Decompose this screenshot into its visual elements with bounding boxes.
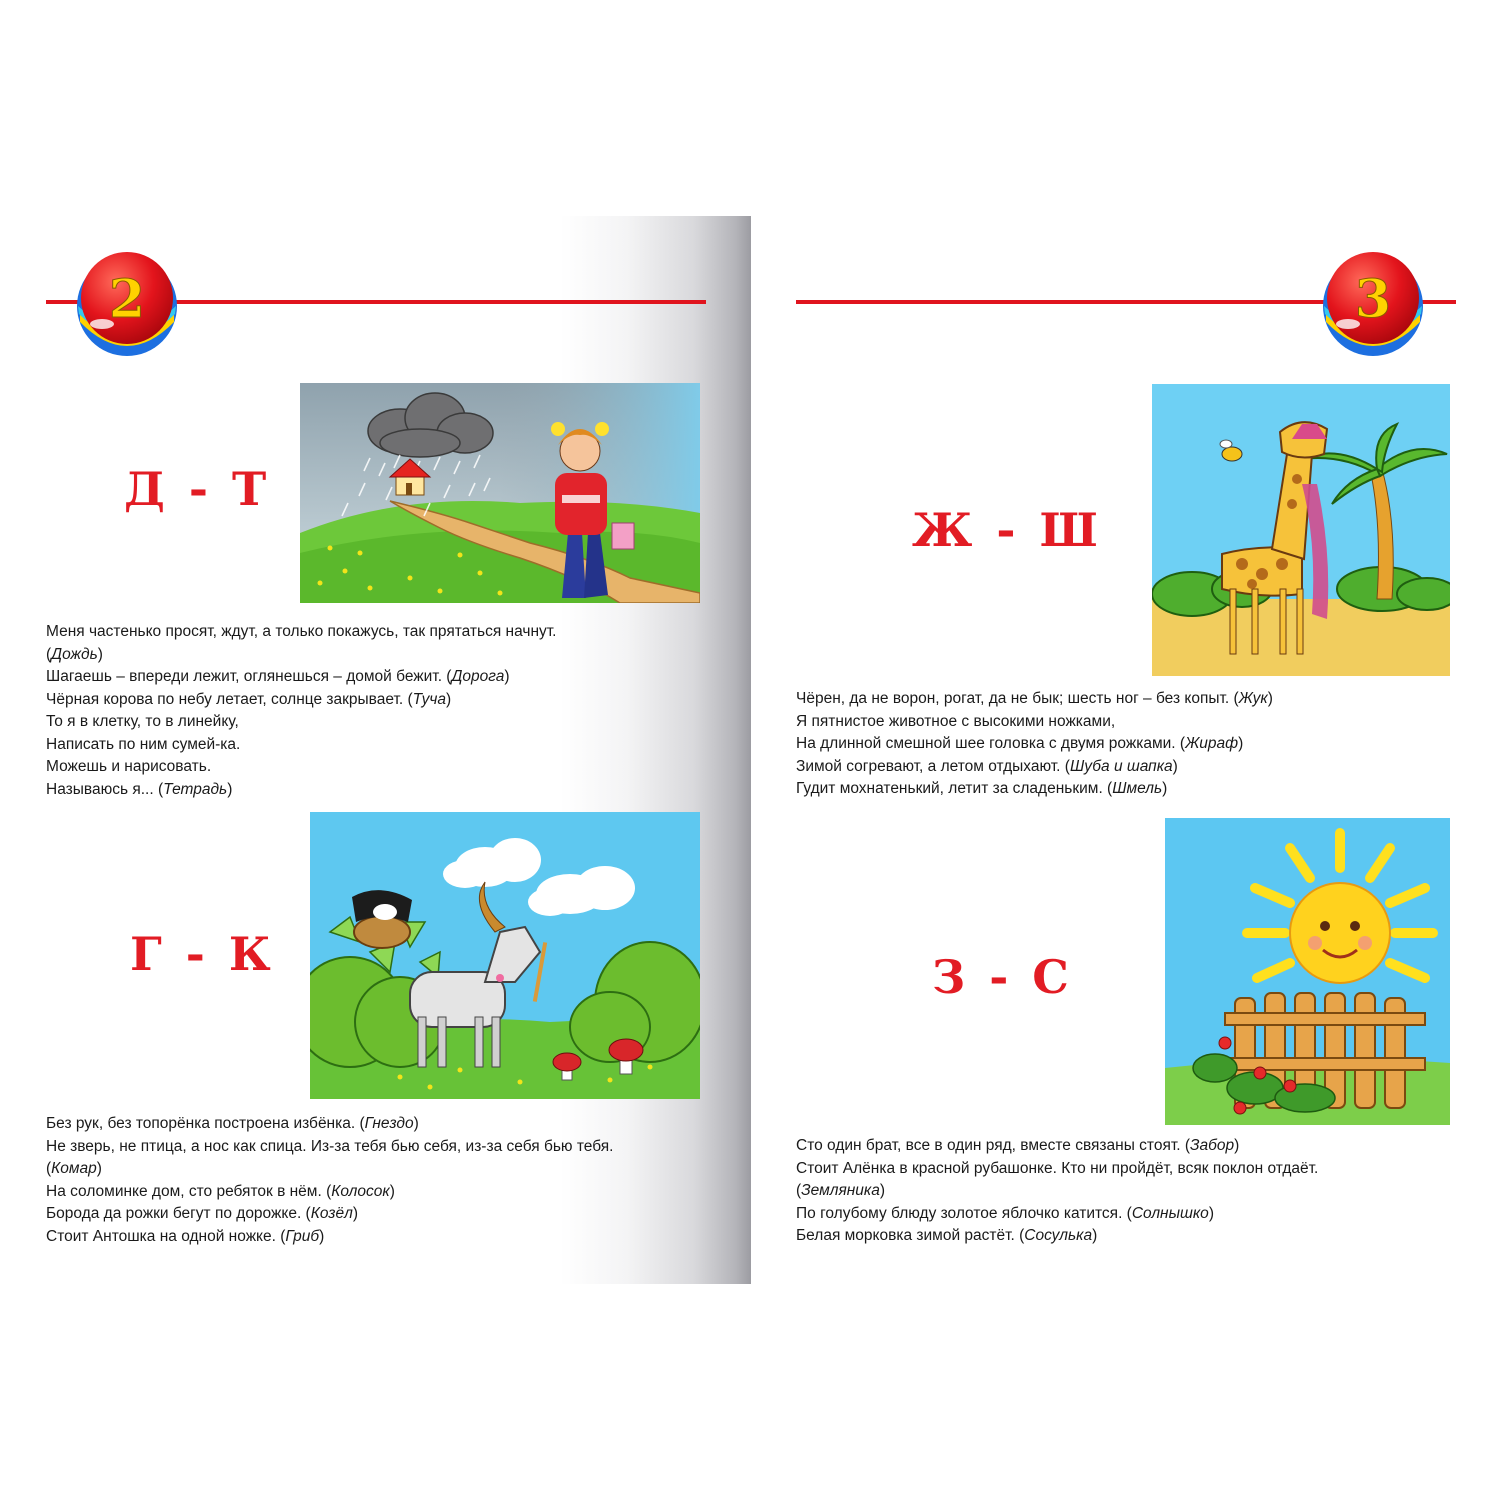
riddle-answer: Жук (1238, 690, 1268, 707)
page-number-badge-left (72, 248, 182, 358)
riddle-line: Сто один брат, все в один ряд, вместе связаны стоят. (Забор) (796, 1137, 1240, 1154)
riddle-answer: Козёл (310, 1205, 353, 1222)
ball-icon (1318, 248, 1428, 358)
sound-pair-title: З - С (932, 950, 1073, 1004)
riddle-answer: Солнышко (1131, 1204, 1209, 1222)
riddle-line: На длинной смешной шее головка с двумя рожками. (Жираф) (796, 735, 1244, 752)
riddle-line: Без рук, без топорёнка построена избёнка. (Гнездо) (46, 1115, 419, 1132)
riddle-answer: Гриб (285, 1227, 320, 1245)
riddle-answer: Жираф (1185, 735, 1239, 752)
riddle-line: Называюсь я... (Тетрадь) (46, 780, 233, 798)
picture-giraffe (1152, 384, 1450, 676)
riddle-line: Меня частенько просят, ждут, а только покажусь, так прятаться начнут. (46, 623, 557, 640)
riddle-line: По голубому блюду золотое яблочко катится. (Солнышко) (796, 1204, 1214, 1222)
riddle-line: Шагаешь – впереди лежит, оглянешься – домой бежит. (Дорога) (46, 668, 510, 685)
picture-sun-fence (1165, 818, 1450, 1125)
page-number-badge-right (1318, 248, 1428, 358)
riddle-line: (Земляника) (796, 1182, 886, 1199)
riddle-line: Чёрен, да не ворон, рогат, да не бык; шесть ног – без копыт. (Жук) (796, 690, 1273, 707)
sun-face-icon (1290, 883, 1390, 983)
riddles-list (796, 688, 1273, 801)
sound-pair-title: Д - Т (124, 462, 271, 516)
riddle-line: Написать по ним сумей-ка. (46, 735, 241, 753)
riddle-line: Я пятнистое животное с высокими ножками, (796, 712, 1116, 730)
riddle-answer: Забор (1190, 1137, 1235, 1154)
riddle-line: (Дождь) (46, 645, 103, 663)
sound-pair-title: Г - К (130, 927, 275, 981)
riddle-line: Стоит Антошка на одной ножке. (Гриб) (46, 1227, 325, 1245)
riddle-answer: Дорога (451, 668, 505, 685)
riddle-line: Не зверь, не птица, а нос как спица. Из-за тебя бью себя, из-за себя бью тебя. (46, 1137, 614, 1155)
riddle-line: Белая морковка зимой растёт. (Сосулька) (796, 1227, 1098, 1244)
riddle-answer: Туча (412, 690, 446, 708)
ball-icon (72, 248, 182, 358)
riddle-answer: Колосок (331, 1182, 390, 1200)
sound-pair-title: Ж - Ш (912, 503, 1102, 557)
riddle-line: Гудит мохнатенький, летит за сладеньким. (Шмель) (796, 780, 1168, 797)
riddle-line: То я в клетку, то в линейку, (46, 713, 239, 730)
picture-goat-nest (310, 812, 700, 1099)
riddle-line: (Комар) (46, 1160, 102, 1177)
riddles-list (46, 1113, 613, 1248)
riddle-line: Стоит Алёнка в красной рубашонке. Кто ни пройдёт, всяк поклон отдаёт. (796, 1159, 1319, 1177)
riddle-line: Зимой согревают, а летом отдыхают. (Шуба и шапка) (796, 757, 1178, 775)
riddle-answer: Шуба и шапка (1069, 757, 1173, 775)
riddle-line: Чёрная корова по небу летает, солнце закрывает. (Туча) (46, 690, 452, 708)
riddle-answer: Дождь (51, 645, 98, 663)
riddle-answer: Шмель (1112, 780, 1163, 797)
riddles-list (46, 621, 556, 801)
riddle-answer: Комар (51, 1160, 97, 1177)
riddle-answer: Тетрадь (163, 780, 228, 798)
riddle-line: Борода да рожки бегут по дорожке. (Козёл) (46, 1205, 359, 1222)
page-number-left: 2 (108, 269, 146, 330)
riddle-line: На соломинке дом, сто ребяток в нём. (Колосок) (46, 1182, 395, 1200)
riddles-list (796, 1135, 1318, 1248)
riddle-line: Можешь и нарисовать. (46, 758, 212, 775)
picture-rain-girl (300, 383, 700, 603)
riddle-answer: Гнездо (364, 1115, 414, 1132)
riddle-answer: Земляника (801, 1182, 880, 1199)
page-number-right: 3 (1354, 269, 1392, 330)
riddle-answer: Сосулька (1024, 1227, 1093, 1244)
